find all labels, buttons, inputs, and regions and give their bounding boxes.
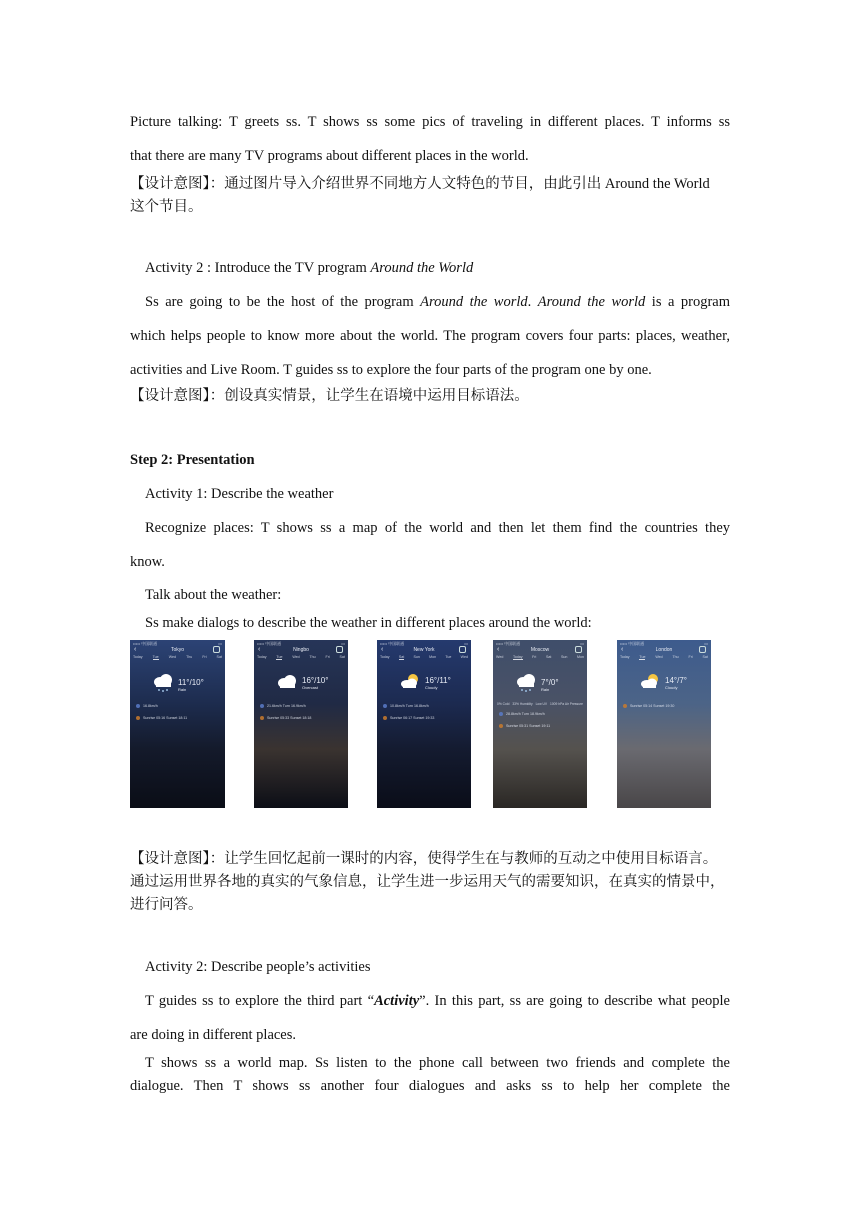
temperature: 7°/0°: [541, 678, 559, 687]
activity2-p1-a: T guides ss to explore the third part “: [145, 993, 375, 1009]
sun-cloud-icon: [399, 673, 421, 693]
current-weather: [515, 673, 559, 697]
share-icon[interactable]: [336, 646, 343, 653]
p1-text-a: Ss are going to be the host of the program: [145, 294, 421, 310]
battery-icon: ▭: [580, 641, 584, 646]
intro-line-1: Picture talking: T greets ss. T shows ss some pics of traveling in different places. T informs ss: [130, 114, 730, 130]
sunrise-icon: [383, 716, 387, 720]
sun-text: Sunrise 06:17 Sunset 19:33: [390, 716, 435, 720]
day-tabs: [380, 655, 468, 660]
back-icon[interactable]: ‹: [497, 646, 500, 653]
back-icon[interactable]: ‹: [134, 646, 137, 653]
condition: Overcast: [302, 685, 319, 690]
activity2-intro-title: [145, 258, 473, 278]
day-tab[interactable]: Wed: [460, 655, 468, 659]
activity2-p2: are doing in different places.: [130, 1027, 297, 1043]
day-tab[interactable]: Mon: [429, 655, 437, 659]
sun-cloud-icon: [639, 673, 661, 693]
weather-screenshot-tokyo: [130, 640, 225, 808]
day-tab[interactable]: Sat: [216, 655, 222, 659]
sun-text: Sunrise 05:33 Sunset 18:18: [267, 716, 312, 720]
wind-row: [260, 704, 306, 708]
day-tab[interactable]: Sun: [413, 655, 420, 659]
cloud-rain-icon: [152, 673, 174, 697]
day-tab[interactable]: Tue: [276, 655, 283, 659]
activity2-p3: T shows ss a world map. Ss listen to the phone call between two friends and complete the: [145, 1055, 730, 1071]
share-icon[interactable]: [699, 646, 706, 653]
activity2-p1: [145, 991, 730, 1011]
weather-details: [497, 702, 583, 706]
sun-row: [260, 716, 311, 720]
activity2-intro-p1: [145, 292, 730, 312]
city-name: Tokyo: [170, 647, 185, 653]
condition: Rain: [541, 687, 550, 692]
share-icon[interactable]: [575, 646, 582, 653]
temperature: 11°/10°: [178, 678, 204, 687]
activity2-p1-b: ”. In this part, ss are going to describe what people: [419, 993, 730, 1009]
battery-icon: ▭: [464, 641, 468, 646]
temperature: 16°/11°: [425, 676, 451, 685]
make-dialogs: Ss make dialogs to describe the weather in different places around the world:: [145, 615, 592, 631]
day-tab[interactable]: Wed: [292, 655, 300, 659]
wind-icon: [136, 704, 140, 708]
battery-icon: ▭: [704, 641, 708, 646]
back-icon[interactable]: ‹: [258, 646, 261, 653]
battery-icon: ▭: [218, 641, 222, 646]
day-tab[interactable]: Fri: [532, 655, 537, 659]
day-tab[interactable]: Sat: [398, 655, 405, 659]
day-tab[interactable]: Sat: [339, 655, 345, 659]
city-name: New York: [413, 647, 435, 653]
step2-heading: Step 2: Presentation: [130, 452, 255, 468]
carrier-text: ••••• 中国联通: [257, 641, 282, 646]
day-tab[interactable]: Mon: [576, 655, 584, 659]
day-tab[interactable]: Today: [257, 655, 267, 659]
day-tab[interactable]: Tue: [639, 655, 646, 659]
carrier-text: ••••• 中国联通: [620, 641, 645, 646]
sunrise-icon: [623, 704, 627, 708]
share-icon[interactable]: [213, 646, 220, 653]
day-tabs: [133, 655, 222, 660]
day-tab[interactable]: Sat: [702, 655, 708, 659]
sun-row: [383, 716, 434, 720]
sun-row: [136, 716, 187, 720]
weather-detail: 1009 hPa Air Pressure: [549, 702, 583, 706]
cloud-icon: [276, 673, 298, 693]
day-tab[interactable]: Today: [380, 655, 390, 659]
day-tab[interactable]: Wed: [496, 655, 504, 659]
sun-row: [499, 724, 550, 728]
sunrise-icon: [260, 716, 264, 720]
weather-detail: 0% Cold: [497, 702, 510, 706]
cloud-rain-icon: [515, 673, 537, 697]
weather-screenshot-ningbo: [254, 640, 348, 808]
city-name: Ningbo: [293, 647, 309, 653]
design-intent-1a: 【设计意图】：通过图片导入介绍世界不同地方人文特色的节目，由此引出 Around the World: [130, 176, 710, 192]
p1-program-1: Around the world: [420, 294, 528, 310]
program-name: Around the World: [370, 260, 474, 276]
sunrise-icon: [499, 724, 503, 728]
wind-text: 16.8km/h: [143, 704, 158, 708]
condition: Cloudy: [665, 685, 678, 690]
carrier-text: ••••• 中国联通: [133, 641, 158, 646]
activity2-intro-p2: which helps people to know more about the world. The program covers four parts: places, weather,: [130, 328, 730, 344]
day-tabs: [257, 655, 345, 660]
design-intent-1b: 这个节目。: [130, 199, 203, 215]
design-intent-2: 【设计意图】：创设真实情景，让学生在语境中运用目标语法。: [130, 388, 529, 404]
design-intent-3a: 【设计意图】：让学生回忆起前一课时的内容，使得学生在与教师的互动之中使用目标语言。: [130, 851, 718, 867]
wind-icon: [383, 704, 387, 708]
weather-detail: 33% Humidity: [512, 702, 533, 706]
day-tab[interactable]: Thu: [186, 655, 193, 659]
day-tab[interactable]: Fri: [325, 655, 330, 659]
wind-row: [383, 704, 429, 708]
day-tab[interactable]: Thu: [672, 655, 679, 659]
recognize-places-b: know.: [130, 554, 165, 570]
temperature: 16°/10°: [302, 676, 329, 685]
day-tab[interactable]: Tue: [152, 655, 159, 659]
p1-text-b: .: [527, 294, 538, 310]
day-tab[interactable]: Wed: [655, 655, 663, 659]
day-tab[interactable]: Wed: [168, 655, 177, 659]
condition: Cloudy: [425, 685, 438, 690]
day-tab[interactable]: Fri: [688, 655, 693, 659]
day-tab[interactable]: Sat: [545, 655, 552, 659]
carrier-text: ••••• 中国联通: [496, 641, 521, 646]
weather-screenshot-new-york: [377, 640, 471, 808]
day-tab[interactable]: Today: [133, 655, 143, 659]
city-name: Moscow: [530, 647, 550, 653]
share-icon[interactable]: [459, 646, 466, 653]
sun-text: Sunrise 05:14 Sunset 19:30: [630, 704, 675, 708]
intro-line-2: that there are many TV programs about different places in the world.: [130, 148, 529, 164]
wind-row: [499, 712, 545, 716]
recognize-places-a: Recognize places: T shows ss a map of the world and then let them find the countries they: [145, 520, 730, 536]
wind-row: [136, 704, 158, 708]
wind-icon: [260, 704, 264, 708]
wind-icon: [499, 712, 503, 716]
activity2-title: Activity 2: Describe people’s activities: [145, 959, 371, 975]
weather-detail: Low UV: [535, 702, 548, 706]
current-weather: [276, 673, 328, 693]
activity-part-name: Activity: [374, 993, 420, 1009]
sunrise-icon: [136, 716, 140, 720]
temperature: 14°/7°: [665, 676, 687, 685]
day-tab[interactable]: Today: [512, 655, 523, 659]
current-weather: [639, 673, 687, 693]
weather-screenshot-london: [617, 640, 711, 808]
day-tab[interactable]: Fri: [202, 655, 207, 659]
sun-row: [623, 704, 674, 708]
activity1-title: Activity 1: Describe the weather: [145, 486, 334, 502]
talk-about-weather: Talk about the weather:: [145, 587, 282, 603]
wind-text: 28.8km/h Turn 18.9km/h: [506, 712, 545, 716]
day-tab[interactable]: Sun: [560, 655, 568, 659]
p1-program-2: Around the world: [537, 294, 646, 310]
day-tab[interactable]: Tue: [445, 655, 452, 659]
city-name: London: [655, 647, 673, 653]
activity2-intro-title-text: Activity 2 : Introduce the TV program: [145, 260, 371, 276]
weather-screenshot-moscow: [493, 640, 587, 808]
battery-icon: ▭: [341, 641, 345, 646]
sun-text: Sunrise 05:31 Sunset 19:11: [506, 724, 551, 728]
wind-text: 10.8km/h Turn 16.8km/h: [390, 704, 429, 708]
design-intent-3b: 通过运用世界各地的真实的气象信息，让学生进一步运用天气的需要知识，在真实的情景中，: [130, 874, 725, 890]
carrier-text: ••••• 中国联通: [380, 641, 405, 646]
wind-text: 21.6km/h Turn 16.9km/h: [267, 704, 306, 708]
activity2-intro-p3: activities and Live Room. T guides ss to explore the four parts of the program one by one.: [130, 362, 652, 378]
design-intent-3c: 进行问答。: [130, 897, 203, 913]
current-weather: [152, 673, 204, 697]
day-tab[interactable]: Thu: [309, 655, 316, 659]
sun-text: Sunrise 05:16 Sunset 18:11: [143, 716, 188, 720]
back-icon[interactable]: ‹: [381, 646, 384, 653]
back-icon[interactable]: ‹: [621, 646, 624, 653]
p1-text-c: is a program: [645, 294, 731, 310]
activity2-p4: dialogue. Then T shows ss another four dialogues and asks ss to help her complete the: [130, 1078, 730, 1094]
current-weather: [399, 673, 451, 693]
day-tab[interactable]: Today: [620, 655, 630, 659]
day-tabs: [496, 655, 584, 660]
condition: Rain: [178, 687, 187, 692]
day-tabs: [620, 655, 708, 660]
